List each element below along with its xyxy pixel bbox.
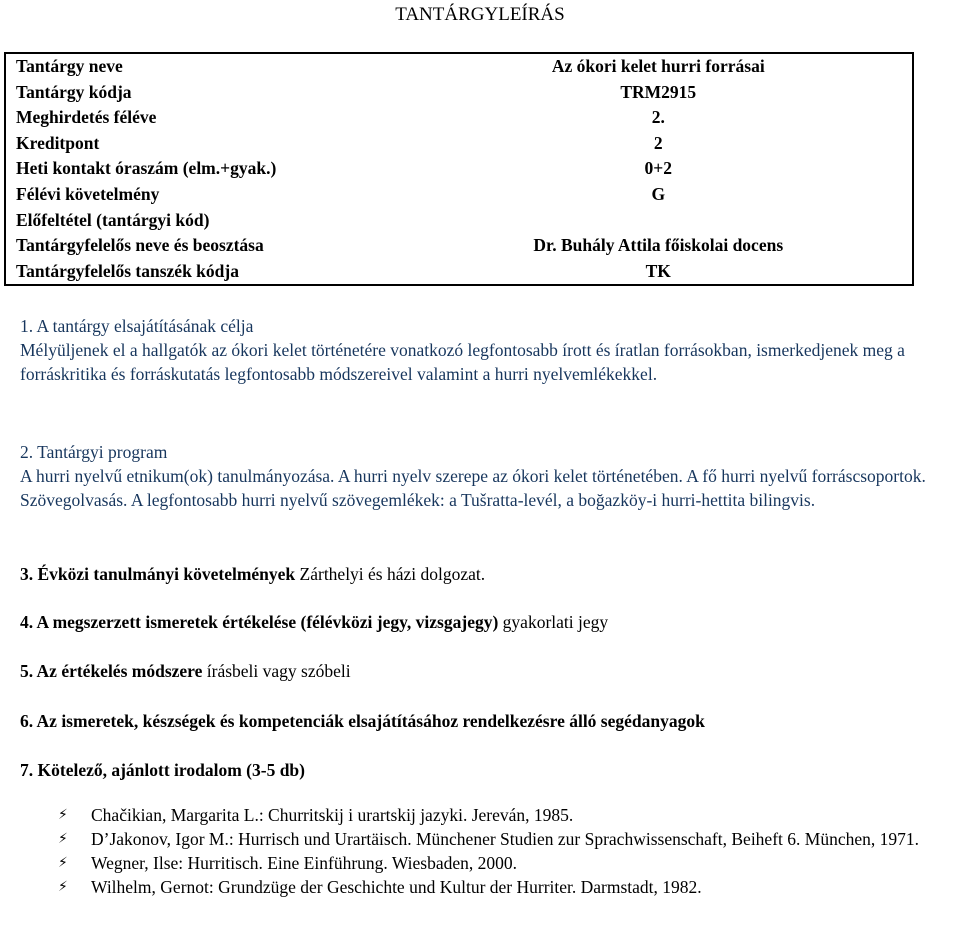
table-row bbox=[5, 233, 913, 259]
table-row bbox=[5, 182, 913, 208]
subject-info-table bbox=[4, 52, 914, 286]
table-row bbox=[5, 259, 913, 286]
section-evaluation-method bbox=[20, 659, 940, 683]
table-row bbox=[5, 53, 913, 80]
row-label: Tantárgyfelelős neve és beosztása bbox=[16, 235, 264, 256]
reference-text: Wilhelm, Gernot: Grundzüge der Geschichte und Kultur der Hurriter. Darmstadt, 1982. bbox=[91, 877, 702, 897]
section-literature bbox=[20, 758, 940, 782]
bullet-icon: ⚡ bbox=[58, 855, 68, 871]
bullet-icon: ⚡ bbox=[58, 807, 68, 823]
row-value: 0+2 bbox=[644, 158, 672, 179]
row-value: G bbox=[651, 183, 666, 204]
list-item bbox=[58, 851, 958, 875]
section-body: gyakorlati jegy bbox=[498, 612, 609, 632]
list-item bbox=[58, 875, 958, 899]
section-heading: 4. A megszerzett ismeretek értékelése (félévközi jegy, vizsgajegy) bbox=[20, 612, 499, 632]
row-label: Előfeltétel (tantárgyi kód) bbox=[16, 209, 210, 230]
row-value: 2 bbox=[653, 132, 663, 153]
row-value: 2. bbox=[651, 107, 665, 128]
section-program bbox=[20, 440, 940, 512]
section-assessment bbox=[20, 610, 940, 634]
table-row bbox=[5, 131, 913, 157]
section-body: Zárthelyi és házi dolgozat. bbox=[295, 564, 486, 584]
section-requirements bbox=[20, 562, 940, 586]
row-label: Meghirdetés féléve bbox=[16, 107, 157, 128]
row-label: Tantárgyfelelős tanszék kódja bbox=[16, 260, 239, 281]
row-value: Dr. Buhály Attila főiskolai docens bbox=[533, 235, 784, 256]
row-value bbox=[405, 208, 913, 234]
section-body: A hurri nyelvű etnikum(ok) tanulmányozása. A hurri nyelv szerepe az ókori kelet történetében. A fő hurri nyelvű forráscsoportok. Szövegolvasás. A legfontosabb hurri nyelvű szövegemlékek: a Tušratta-levél, a boğazköy-i hurri-hettita bilingvis. bbox=[20, 466, 926, 510]
row-value: Az ókori kelet hurri forrásai bbox=[551, 56, 765, 76]
section-body: írásbeli vagy szóbeli bbox=[202, 661, 351, 681]
section-body: Mélyüljenek el a hallgatók az ókori kelet történetére vonatkozó legfontosabb írott és íratlan forrásokban, ismerkedjenek meg a forráskritika és forráskutatás legfontosabb módszereivel valamint a hurri nyelvemlékekkel. bbox=[20, 340, 905, 384]
section-heading: 3. Évközi tanulmányi követelmények bbox=[20, 564, 296, 584]
section-heading: 5. Az értékelés módszere bbox=[20, 661, 203, 681]
section-heading: 2. Tantárgyi program bbox=[20, 442, 168, 462]
page-title: TANTÁRGYLEÍRÁS bbox=[395, 4, 565, 25]
section-heading: 1. A tantárgy elsajátításának célja bbox=[20, 316, 254, 336]
section-materials bbox=[20, 709, 940, 733]
row-label: Kreditpont bbox=[16, 132, 100, 153]
reference-text: Chačikian, Margarita L.: Churritskij i urartskij jazyki. Jereván, 1985. bbox=[91, 805, 574, 825]
reference-text: Wegner, Ilse: Hurritisch. Eine Einführung. Wiesbaden, 2000. bbox=[91, 853, 517, 873]
table-row bbox=[5, 208, 913, 234]
row-label: Heti kontakt óraszám (elm.+gyak.) bbox=[16, 158, 277, 179]
row-label: Tantárgy kódja bbox=[16, 81, 132, 102]
section-heading: 6. Az ismeretek, készségek és kompetenciák elsajátításához rendelkezésre álló segédanyagok bbox=[20, 711, 705, 731]
table-row bbox=[5, 156, 913, 182]
table-row bbox=[5, 105, 913, 131]
section-objective bbox=[20, 314, 940, 386]
row-value: TRM2915 bbox=[620, 81, 697, 102]
reference-list bbox=[58, 803, 958, 899]
section-heading: 7. Kötelező, ajánlott irodalom (3-5 db) bbox=[20, 760, 305, 780]
bullet-icon: ⚡ bbox=[58, 879, 68, 895]
row-value: TK bbox=[645, 260, 671, 281]
list-item bbox=[58, 803, 958, 827]
row-label: Félévi követelmény bbox=[16, 183, 160, 204]
bullet-icon: ⚡ bbox=[58, 831, 68, 847]
reference-text: D’Jakonov, Igor M.: Hurrisch und Urartäisch. Münchener Studien zur Sprachwissenschaft, Beiheft 6. München, 1971. bbox=[91, 829, 919, 849]
list-item bbox=[58, 827, 958, 851]
table-row bbox=[5, 80, 913, 106]
row-label: Tantárgy neve bbox=[16, 56, 123, 76]
